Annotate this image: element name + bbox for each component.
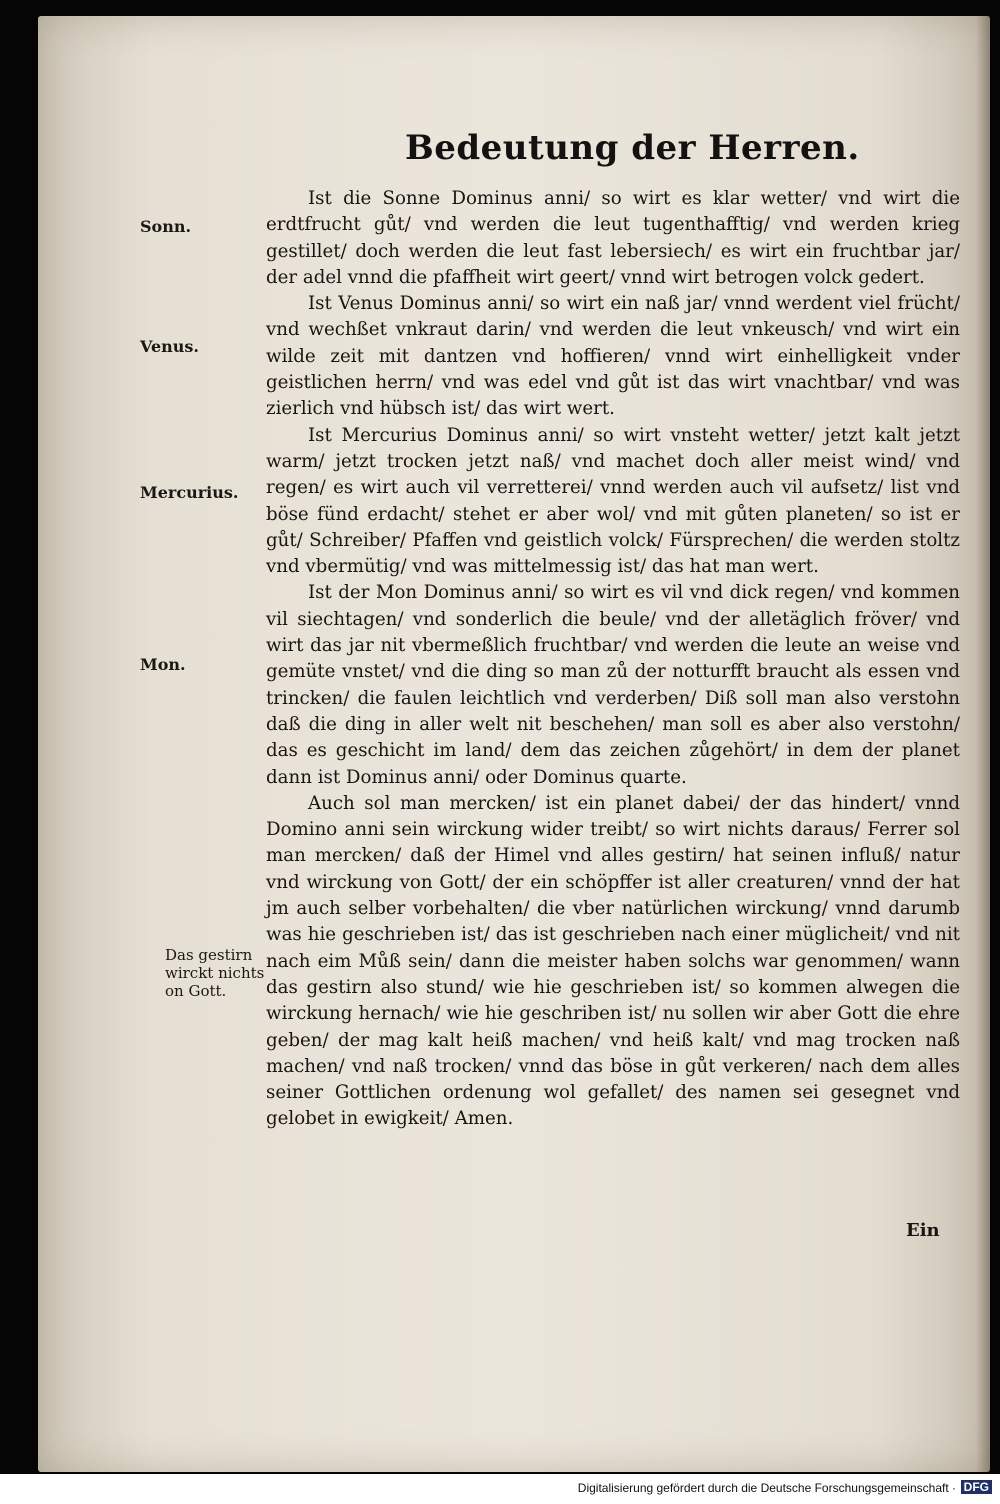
paragraph-mercurius: Ist Mercurius Dominus anni/ so wirt vnsteht wetter/ jetzt kalt jetzt warm/ jetzt trocken jetzt naß/ vnd machet doch aller meist wind/ vnd regen/ es wirt auch vil verretterei/ vnnd werden auch vil aufsetz/ list vnd böse fünd erdacht/ stehet er aber wol/ vnd mit gůten planeten/ so ist er gůt/ Schreiber/ Pfaffen vnd geistlich volck/ Fürsprechen/ die werden stoltz vnd vbermütig/ vnd was mittelmessig ist/ das hat man wert. <box>266 424 960 578</box>
page-edge-shadow <box>976 16 990 1472</box>
funding-credit: Digitalisierung gefördert durch die Deutsche Forschungsgemeinschaft · <box>577 1481 956 1495</box>
margin-note-gestirn: Das gestirn wirckt nichts on Gott. <box>165 946 265 1000</box>
paragraph-venus: Ist Venus Dominus anni/ so wirt ein naß jar/ vnnd werdent viel frücht/ vnd wechßet vnkraut darin/ vnd werden die leut vnkeusch/ vnd wirt ein wilde zeit mit dantzen vnd hoffieren/ vnnd wirt einhelligkeit vnder geistlichen herrn/ vnd was edel vnd gůt ist das wirt vnachtbar/ vnd was zierlich vnd hübsch ist/ das wirt wert. <box>266 293 960 420</box>
margin-note-sonne: Sonn. <box>140 217 192 236</box>
margin-note-mercurius: Mercurius. <box>140 483 239 502</box>
margin-note-mon: Mon. <box>140 655 186 674</box>
paragraph-mon: Ist der Mon Dominus anni/ so wirt es vil vnd dick regen/ vnd kommen vil siechtagen/ vnd sonderlich die beule/ vnd der alletäglich fröver/ vnd wirt das jar nit vbermeßlich fruchtbar/ vnd werden die leute an weise vnd gemüte vnstet/ vnd die ding so man zů der notturfft braucht als essen vnd trincken/ die faulen leichtlich vnd verderben/ Diß soll man also verstohn daß die ding in aller welt nit beschehen/ man soll es aber also verstohn/ das es geschicht im land/ dem das zeichen zůgehört/ in dem der planet dann ist Dominus anni/ oder Dominus quarte. <box>266 582 960 788</box>
margin-note-venus: Venus. <box>140 337 199 356</box>
paragraph-conclusion: Auch sol man mercken/ ist ein planet dabei/ der das hindert/ vnnd Domino anni sein wirckung wider treibt/ so wirt nichts daraus/ Ferrer sol man mercken/ daß der Himel vnd alles gestirn/ hat seinen influß/ natur vnd wirckung von Gott/ der ein schöpffer ist aller creaturen/ vnnd der hat jm auch selber vorbehalten/ die vber natürlichen wirckung/ vnnd darumb was hie geschrieben ist/ das ist geschrieben nach einer müglicheit/ vnd nit nach eim Můß sein/ dann die meister haben solchs war genommen/ wann das gestirn also stund/ wie hie geschrieben ist/ so kommen alwegen die wirckung hernach/ wie hie geschriben ist/ nu sollen wir aber Gott die ehre geben/ der mag kalt heiß machen/ vnd heiß kalt/ vnd mag trocken naß machen/ vnd naß trocken/ vnnd das böse in gůt verkeren/ nach dem alles seiner Gottlichen ordenung wol gefallet/ des namen sei gesegnet vnd gelobet in ewigkeit/ Amen. <box>266 792 960 1130</box>
dfg-logo: DFG <box>961 1480 992 1494</box>
main-text <box>266 186 960 1133</box>
paragraph-sonne: Ist die Sonne Dominus anni/ so wirt es klar wetter/ vnd wirt die erdtfrucht gůt/ vnd werden die leut tugenthafftig/ vnd werden krieg gestillet/ doch werden die leut fast lebersiech/ es wirt ein fruchtbar jar/ der adel vnnd die pfaffheit wirt geert/ vnnd wirt betrogen volck gedert. <box>266 188 960 288</box>
page-heading: Bedeutung der Herren. <box>405 128 860 168</box>
catchword: Ein <box>906 1220 940 1241</box>
